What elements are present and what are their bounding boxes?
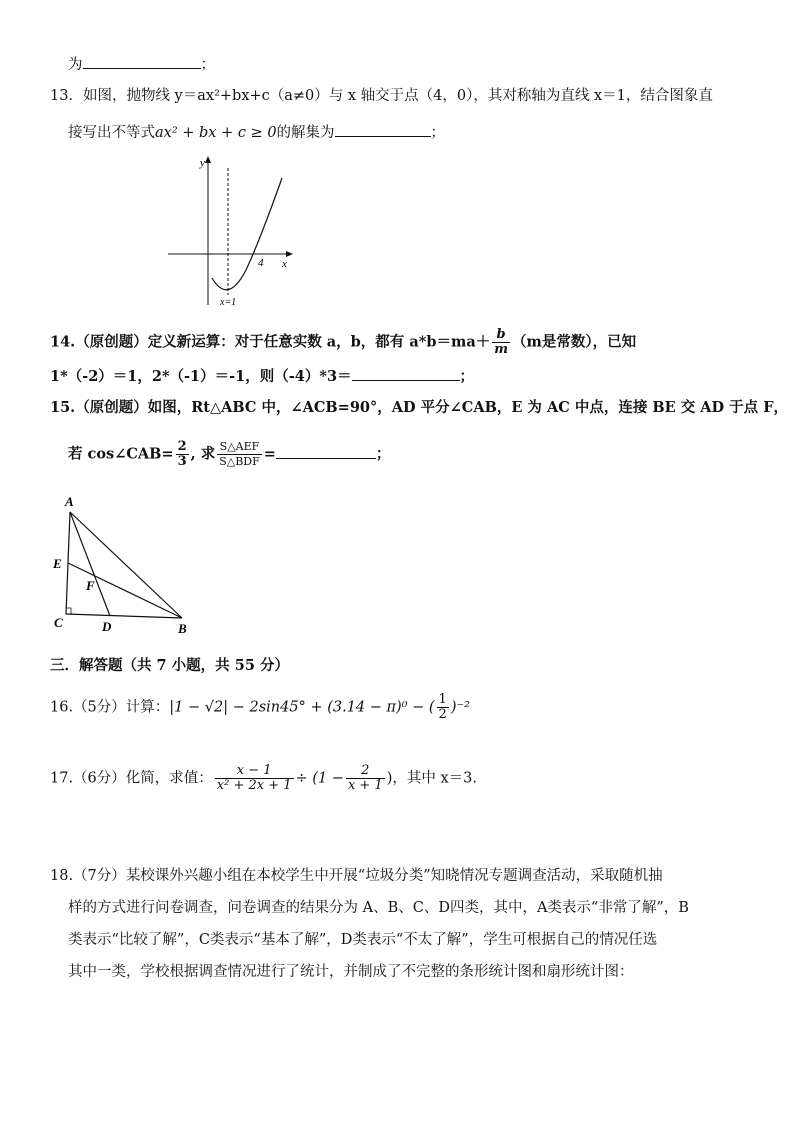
q15-cos-fraction	[176, 440, 189, 469]
q16-half-den: 2	[438, 707, 447, 722]
q16-half	[437, 693, 449, 722]
q17-frac2-num: 2	[361, 763, 370, 778]
q15-eq: =	[263, 445, 276, 463]
q15-line-1	[50, 398, 788, 418]
side-ab	[70, 512, 182, 618]
q18-line-1: 18.（7分）某校课外兴趣小组在本校学生中开展“垃圾分类”知晓情况专题调查活动，采取随机抽	[50, 868, 663, 884]
q14-frac-den: m	[494, 342, 508, 357]
label-e: E	[53, 556, 62, 571]
tick-4-label: 4	[258, 257, 264, 269]
q13-end: ；	[430, 125, 446, 141]
q14-frac-num: b	[496, 327, 506, 342]
q15-text-1: 15.（原创题）如图，Rt△ABC 中，∠ACB=90°，AD 平分∠CAB，E 为 AC 中点，连接 BE 交 AD 于点 F，	[50, 399, 788, 416]
section-3-title: 三．解答题（共 7 小题，共 55 分）	[50, 657, 289, 674]
y-axis-arrow	[205, 156, 211, 163]
symmetry-axis-label: x=1	[220, 297, 237, 308]
q14-line-2	[50, 366, 474, 387]
q14-text-2: 1*（-2）＝1，2*（-1）＝-1，则（-4）*3＝	[50, 368, 352, 385]
q18-line-2: 样的方式进行问卷调查，问卷调查的结果分为 A、B、C、D四类，其中，A类表示“非常了解”，B	[68, 900, 689, 916]
q17-close: )	[386, 770, 393, 787]
q14-text-1: 14.（原创题）定义新运算：对于任意实数 a，b，都有 a*b＝ma＋	[50, 333, 491, 351]
q13-line-2	[68, 122, 445, 143]
label-c: C	[54, 615, 63, 630]
q17-number: 17.（6分）化简，求值：	[50, 770, 213, 787]
q16-expression: |1 − √2| − 2sin45° + (3.14 − π)⁰ − (	[169, 699, 435, 716]
label-a: A	[65, 494, 74, 509]
q13-inequality: ax² + bx + c ≥ 0	[155, 125, 277, 141]
q17-frac2-den: x + 1	[347, 778, 383, 793]
q15-mid: , 求	[190, 445, 216, 463]
q14-fraction	[492, 328, 510, 357]
q17-mid: ÷ (1 −	[295, 770, 344, 787]
q12-prefix: 为	[68, 57, 83, 73]
q15-ratio-num: S△AEF	[219, 440, 260, 453]
q14-text-1b: （m是常数），已知	[511, 333, 637, 351]
side-cb	[66, 614, 182, 618]
q15-line-2	[68, 440, 390, 469]
q13-line-1	[50, 86, 713, 106]
q17-line	[50, 764, 477, 793]
q13-answer-blank[interactable]	[335, 122, 431, 137]
q18-line-3: 类表示“比较了解”，C类表示“基本了解”，D类表示“不太了解”，学生可根据自己的情况任选	[68, 932, 658, 948]
q17-fraction-2	[346, 764, 385, 793]
q15-cos-num: 2	[177, 439, 187, 454]
q13-suffix: 的解集为	[276, 125, 335, 141]
label-f: F	[86, 578, 95, 593]
q17-frac1-num: x − 1	[236, 763, 272, 778]
q17-fraction-1	[215, 764, 294, 793]
q13-prefix: 接写出不等式	[68, 125, 155, 141]
y-label: y	[200, 157, 205, 169]
q16-number: 16.（5分）计算：	[50, 699, 170, 716]
label-d: D	[102, 619, 112, 634]
q15-triangle-figure	[50, 490, 200, 640]
q16-half-num: 1	[438, 692, 447, 707]
q12-end: ；	[200, 57, 215, 73]
segment-ad	[70, 512, 110, 616]
q13-parabola-graph	[160, 150, 300, 315]
q15-cos-den: 3	[177, 454, 187, 469]
label-b: B	[178, 621, 187, 636]
q14-end: ；	[459, 368, 475, 385]
q17-suffix: ，其中 x＝3.	[392, 770, 477, 787]
q15-ratio-fraction	[217, 440, 262, 469]
q15-end: ；	[375, 445, 391, 463]
q13-number: 13．	[50, 88, 83, 104]
q17-frac1-den: x² + 2x + 1	[216, 778, 292, 793]
x-axis-arrow	[286, 251, 293, 257]
x-label: x	[282, 258, 287, 270]
parabola-curve	[212, 178, 282, 290]
q14-line-1	[50, 328, 636, 357]
q18-line-4: 其中一类，学校根据调查情况进行了统计，并制成了不完整的条形统计图和扇形统计图：	[68, 964, 634, 980]
q16-line	[50, 693, 470, 722]
q15-ratio-den: S△BDF	[219, 455, 260, 468]
q12-answer-blank[interactable]	[83, 54, 201, 69]
q15-answer-blank[interactable]	[276, 444, 376, 459]
q13-text-1: 如图，抛物线 y＝ax²+bx+c（a≠0）与 x 轴交于点（4，0），其对称轴为直线 x＝1，结合图象直	[82, 88, 713, 104]
q12-tail-line	[68, 54, 215, 75]
q14-answer-blank[interactable]	[352, 366, 460, 381]
q16-tail: )⁻²	[450, 699, 470, 716]
q15-prefix: 若 cos∠CAB=	[68, 445, 174, 463]
